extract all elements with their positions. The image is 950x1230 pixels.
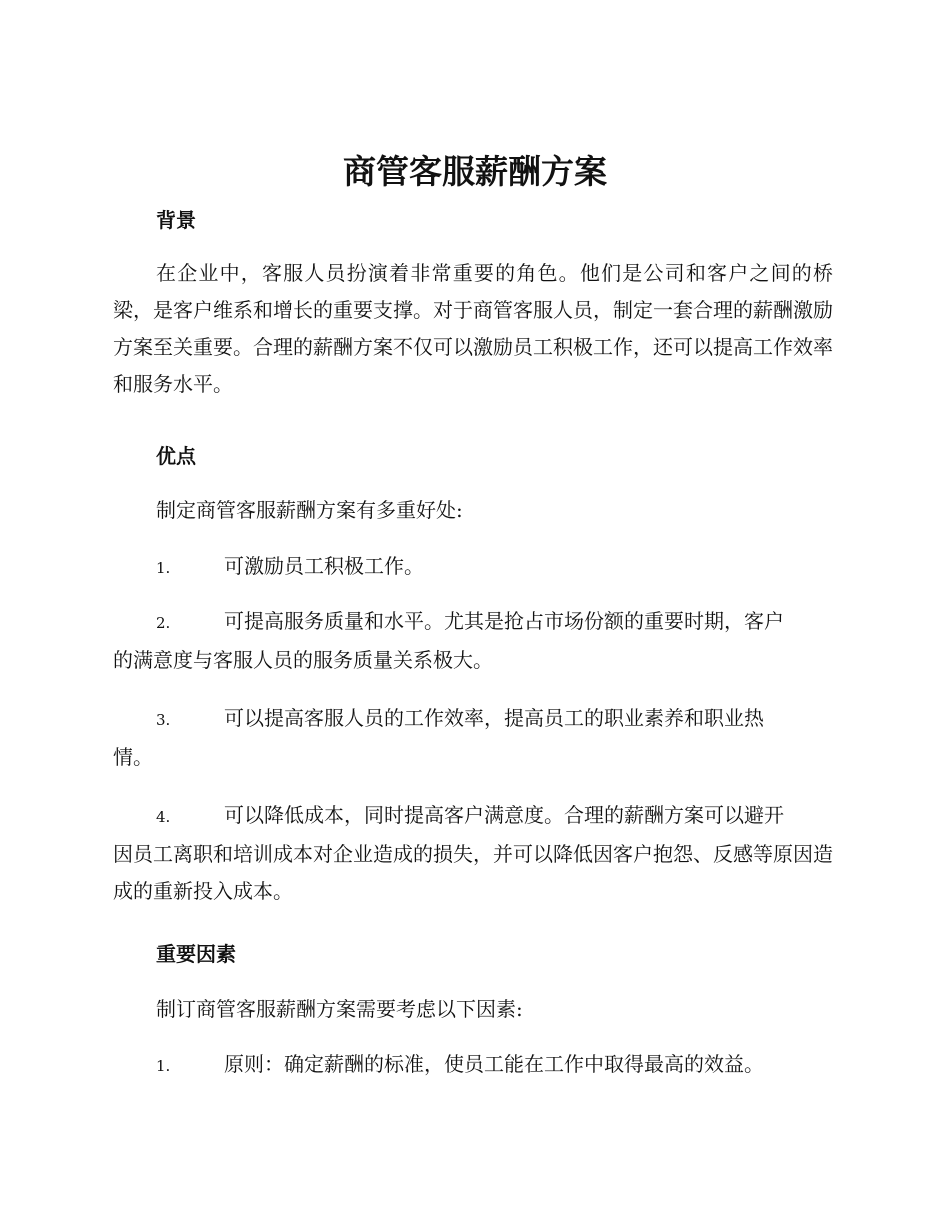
factors-intro: 制订商管客服薪酬方案需要考虑以下因素:	[156, 997, 523, 1021]
list-item-number: 1.	[156, 559, 171, 577]
list-item	[113, 603, 833, 679]
list-item-continuation: 情。	[113, 745, 153, 769]
list-item-text: 可以降低成本，同时提高客户满意度。合理的薪酬方案可以避开	[224, 803, 784, 827]
background-paragraph: 在企业中，客服人员扮演着非常重要的角色。他们是公司和客户之间的桥梁，是客户维系和增长的重要支撑。对于商管客服人员，制定一套合理的薪酬激励方案至关重要。合理的薪酬方案不仅可以激励员工积极工作，还可以提高工作效率和服务水平。	[113, 261, 833, 396]
list-item-number: 1.	[156, 1057, 171, 1075]
list-item-text: 可提高服务质量和水平。尤其是抢占市场份额的重要时期，客户	[224, 609, 784, 633]
section-heading-background: 背景	[156, 208, 196, 232]
advantages-intro: 制定商管客服薪酬方案有多重好处:	[156, 498, 463, 522]
list-item	[113, 700, 833, 776]
list-item-number: 3.	[156, 711, 171, 729]
list-item-number: 2.	[156, 614, 171, 632]
list-item-continuation: 因员工离职和培训成本对企业造成的损失，并可以降低因客户抱怨、反感等原因造成的重新投入成本。	[113, 842, 833, 903]
section-heading-advantages: 优点	[156, 444, 196, 468]
list-item-number: 4.	[156, 808, 171, 826]
list-item-text: 原则：确定薪酬的标准，使员工能在工作中取得最高的效益。	[224, 1052, 764, 1076]
list-item-text: 可以提高客服人员的工作效率，提高员工的职业素养和职业热	[224, 706, 764, 730]
list-item	[113, 548, 833, 587]
list-item-text: 可激励员工积极工作。	[224, 554, 424, 578]
document-title: 商管客服薪酬方案	[343, 152, 607, 191]
list-item-continuation: 的满意度与客服人员的服务质量关系极大。	[113, 648, 493, 672]
section-heading-factors: 重要因素	[156, 942, 236, 966]
list-item	[113, 1046, 833, 1085]
list-item	[113, 797, 833, 910]
